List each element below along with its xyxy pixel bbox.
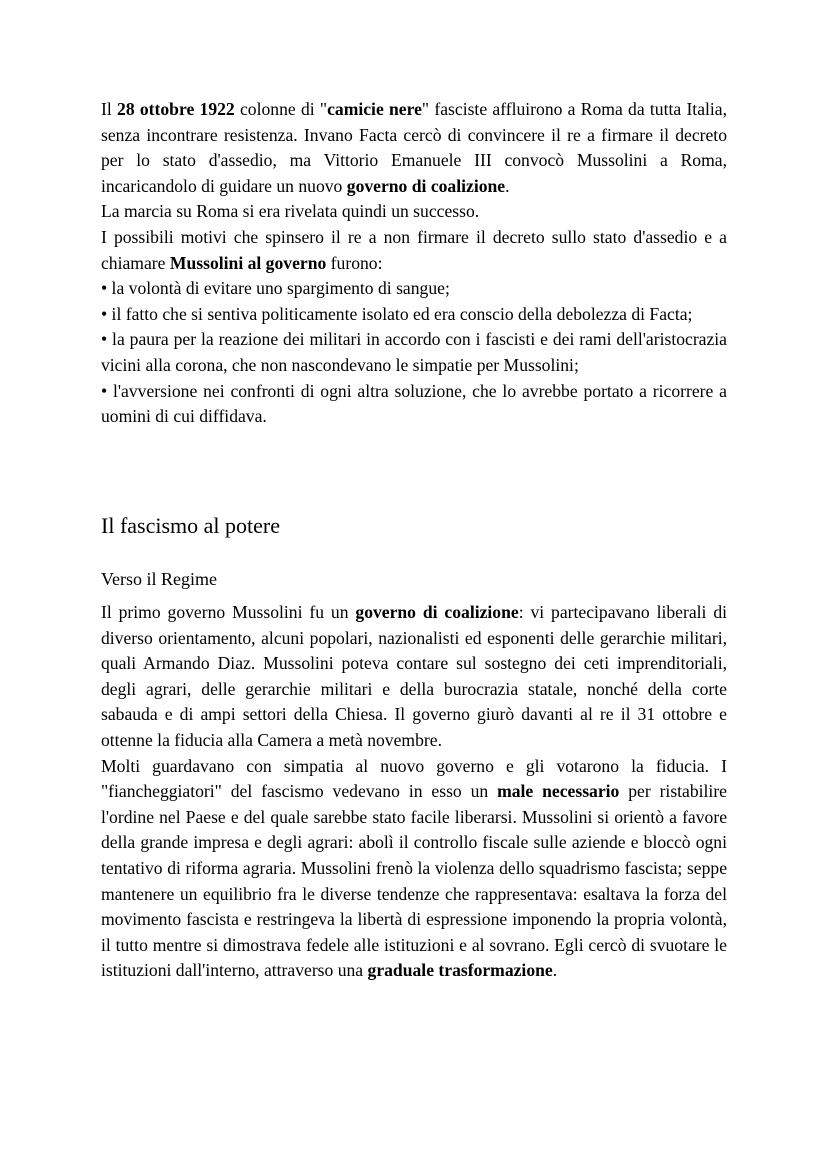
bold-governo-coalizione: governo di coalizione: [355, 602, 519, 622]
text: : vi partecipavano liberali di diverso orientamento, alcuni popolari, nazionalisti ed esponenti delle gerarchie militari, quali Armando Diaz. Mussolini poteva contare sul sostegno dei ceti imprenditoriali, degli agrari, delle gerarchie militari e della burocrazia statale, nonché della corte sabauda e di ampi settori della Chiesa. Il governo giurò davanti al re il 31 ottobre e ottenne la fiducia alla Camera a metà novembre.: [101, 602, 727, 750]
bold-graduale-trasformazione: graduale trasformazione: [367, 960, 553, 981]
text: furono:: [326, 252, 383, 273]
text: Il: [101, 99, 118, 119]
text: .: [552, 960, 558, 981]
text: Molti guardavano con simpatia al nuovo governo e gli votarono la fiducia. I "fiancheggiatori" del fascismo vedevano in esso un: [101, 755, 727, 802]
bold-governo-coalizione: governo di coalizione: [346, 175, 506, 196]
bold-camicie-nere: camicie nere: [327, 99, 422, 119]
intro-section: [101, 97, 727, 430]
text: Il primo governo Mussolini fu un: [101, 602, 356, 622]
regime-paragraph-2: [101, 754, 727, 984]
text: colonne di ": [234, 99, 328, 119]
text: .: [505, 175, 510, 196]
intro-paragraph-2: La marcia su Roma si era rivelata quindi un successo.: [101, 201, 480, 222]
regime-paragraph-1: [101, 600, 727, 754]
intro-paragraph-1: [101, 97, 727, 199]
section-title: Il fascismo al potere: [101, 513, 280, 538]
text: " fasciste affluirono a Roma da tutta Italia, senza incontrare resistenza. Invano Facta cercò di convincere il re a firmare il decreto per lo stato d'assedio, ma Vittorio Emanuele III convocò Mussolini a Roma, incaricandolo di guidare un nuovo: [101, 99, 727, 196]
text: I possibili motivi che spinsero il re a non firmare il decreto sullo stato d'assedio e a chiamare: [101, 226, 727, 273]
bullet-item: • il fatto che si sentiva politicamente isolato ed era conscio della debolezza di Facta;: [101, 303, 693, 324]
text: per ristabilire l'ordine nel Paese e del quale sarebbe stato facile liberarsi. Mussolini si orientò a favore della grande impresa e degli agrari: abolì il controllo fiscale sulle aziende e bloccò ogni tentativo di riforma agraria. Mussolini frenò la violenza dello squadrismo fascista; seppe mantenere un equilibrio fra le diverse tendenze che rappresentava: esaltava la forza del movimento fascista e restringeva la libertà di espressione imponendo la propria volontà, il tutto mentre si dimostrava fedele alle istituzioni e al sovrano. Egli cercò di svuotare le istituzioni dall'interno, attraverso una: [101, 781, 727, 981]
bullet-item: • la volontà di evitare uno spargimento di sangue;: [101, 278, 450, 299]
bold-male-necessario: male necessario: [497, 781, 620, 802]
bold-mussolini-governo: Mussolini al governo: [169, 252, 327, 273]
bold-date: 28 ottobre 1922: [117, 99, 235, 119]
bullet-item: • l'avversione nei confronti di ogni altra soluzione, che lo avrebbe portato a ricorrere a uomini di cui diffidava.: [101, 380, 727, 427]
intro-paragraph-3: [101, 225, 727, 276]
section-subtitle: Verso il Regime: [101, 569, 217, 589]
bullet-item: • la paura per la reazione dei militari in accordo con i fascisti e dei rami dell'aristocrazia vicini alla corona, che non nascondevano le simpatie per Mussolini;: [101, 329, 727, 375]
regime-section: [101, 600, 727, 984]
